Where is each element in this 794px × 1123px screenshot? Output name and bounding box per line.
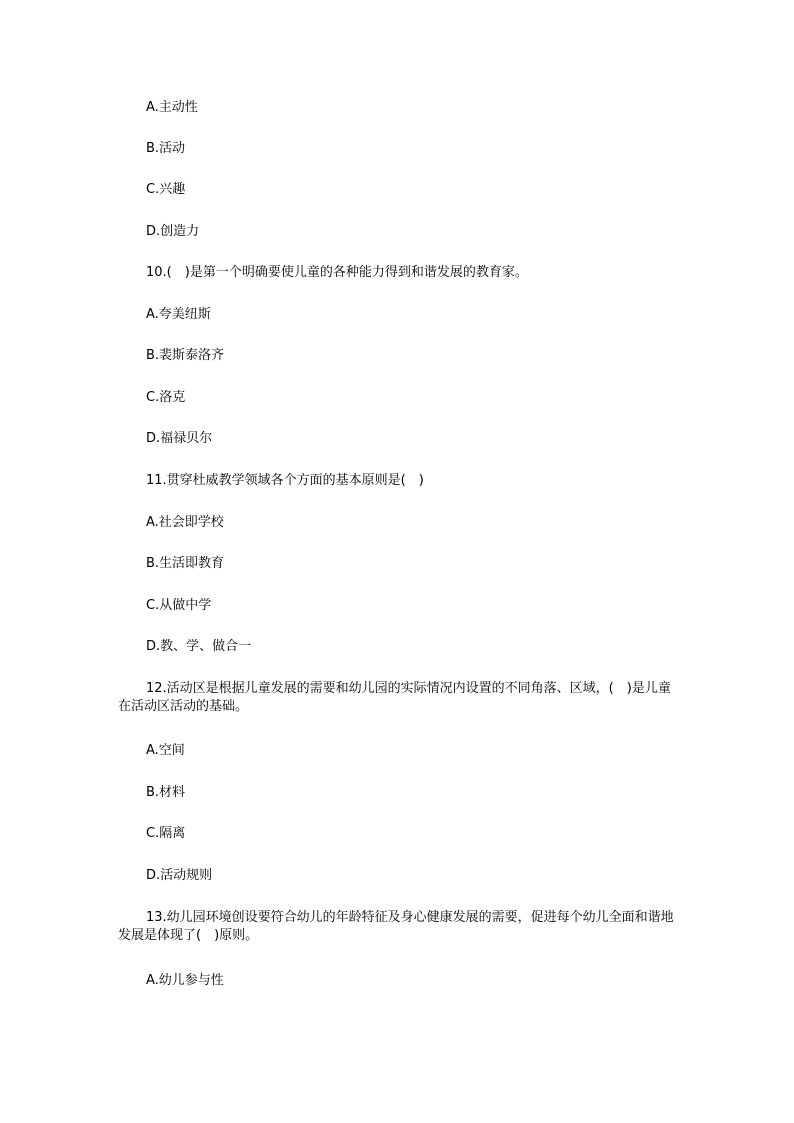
q10-option-c: C.洛克 <box>146 390 186 405</box>
q13-stem: 13.幼儿园环境创设要符合幼儿的年龄特征及身心健康发展的需要，促进每个幼儿全面和谐地发展是体现了( )原则。 <box>118 910 674 943</box>
q9-option-c: C.兴趣 <box>146 182 186 197</box>
q10-option-d: D.福禄贝尔 <box>146 431 213 446</box>
q10-option-b: B.裴斯泰洛齐 <box>146 348 225 363</box>
q12-option-d: D.活动规则 <box>146 868 213 883</box>
q11-option-a: A.社会即学校 <box>146 515 224 530</box>
q12-option-c: C.隔离 <box>146 826 186 841</box>
q13-option-a: A.幼儿参与性 <box>146 973 224 988</box>
q10-stem: 10.( )是第一个明确要使儿童的各种能力得到和谐发展的教育家。 <box>146 265 528 280</box>
q11-stem: 11.贯穿杜威教学领域各个方面的基本原则是( ) <box>146 473 424 488</box>
q10-option-a: A.夸美纽斯 <box>146 307 211 322</box>
q12-option-b: B.材料 <box>146 785 186 800</box>
q12-stem: 12.活动区是根据儿童发展的需要和幼儿园的实际情况内设置的不同角落、区域，( )是儿童在活动区活动的基础。 <box>118 681 671 714</box>
q9-option-d: D.创造力 <box>146 224 200 239</box>
q9-option-a: A.主动性 <box>146 100 198 115</box>
q9-option-b: B.活动 <box>146 141 186 156</box>
q11-option-d: D.教、学、做合一 <box>146 639 252 654</box>
q11-option-c: C.从做中学 <box>146 598 212 613</box>
q12-option-a: A.空间 <box>146 743 185 758</box>
q11-option-b: B.生活即教育 <box>146 556 225 571</box>
